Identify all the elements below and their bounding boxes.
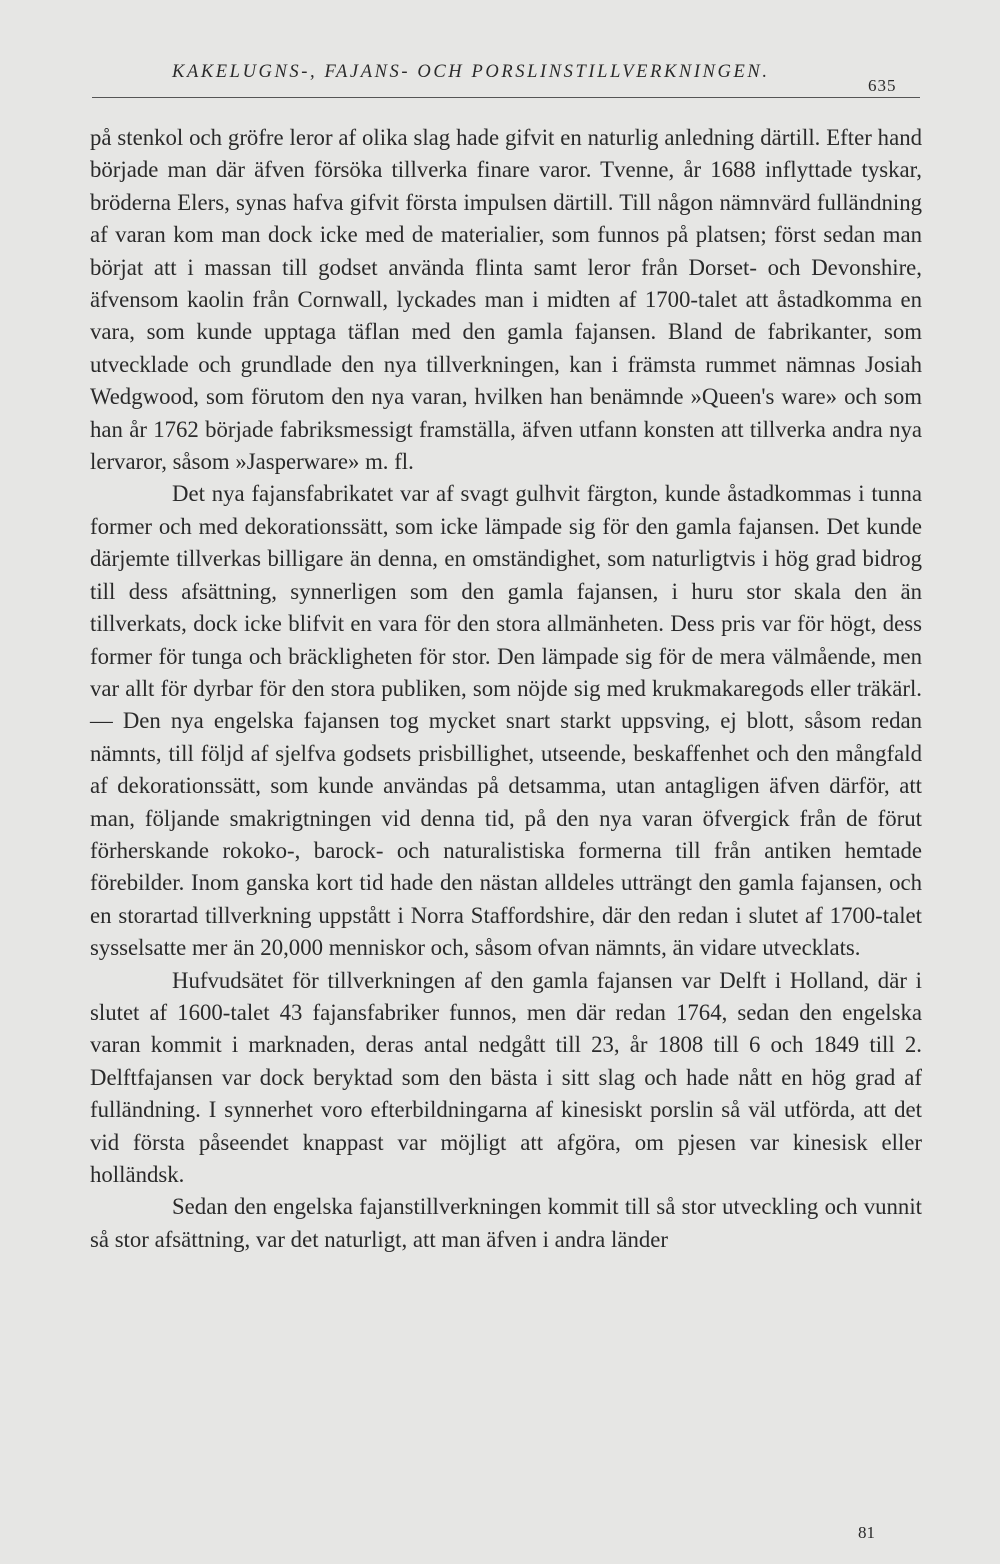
page-number: 635 — [868, 76, 897, 95]
paragraph-2: Det nya fajansfabrikatet var af svagt gulhvit färgton, kunde åstadkommas i tunna former och med dekorationssätt, som icke lämpade sig för den gamla fajansen. Det kunde därjemte tillverkas billigare än denna, en omständighet, som naturligtvis i hög grad bidrog till dess afsättning, synnerligen som den gamla fajansen, i huru stor skala den än tillverkats, dock icke blifvit en vara för den stora allmänheten. Dess pris var för högt, dess former för tunga och bräckligheten för stor. Den lämpade sig för de mera välmående, men var allt för dyrbar för den stora publiken, som nöjde sig med krukmakaregods eller träkärl. — Den nya engelska fajansen tog mycket snart starkt uppsving, ej blott, såsom redan nämnts, till följd af sjelfva godsets prisbillighet, utseende, beskaffenhet och den mångfald af dekorationssätt, som kunde användas på detsamma, utan antagligen äfven därför, att man, följande smakrigtningen vid denna tid, på den nya varan öfvergick från de förut förherskande rokoko-, barock- och naturalistiska formerna till från antiken hemtade förebilder. Inom ganska kort tid hade den nästan alldeles utträngt den gamla fajansen, och en storartad tillverkning uppstått i Norra Staffordshire, där den redan i slutet af 1700-talet sysselsatte mer än 20,000 menniskor och, såsom ofvan nämnts, än vidare utvecklats. — [90, 481, 922, 961]
running-header-title: KAKELUGNS-, FAJANS- OCH PORSLINSTILLVERKNINGEN. — [172, 62, 770, 82]
signature-mark: 81 — [858, 1523, 875, 1542]
paragraph-1: på stenkol och gröfre leror af olika slag hade gifvit en naturlig anledning därtill. Efter hand började man där äfven försöka tillverka finare varor. Tvenne, år 1688 inflyttade tyskar, bröderna Elers, synas hafva gifvit första impulsen därtill. Till någon nämnvärd fulländning af varan kom man dock icke med de materialier, som funnos på platsen; först sedan man börjat att i massan till godset använda flinta samt leror från Dorset- och Devonshire, äfvensom kaolin från Cornwall, lyckades man i midten af 1700-talet att åstadkomma en vara, som kunde upptaga täflan med den gamla fajansen. Bland de fabrikanter, som utvecklade och grundlade den nya tillverkningen, kan i främsta rummet nämnas Josiah Wedgwood, som förutom den nya varan, hvilken han benämnde »Queen's ware» och som han år 1762 började fabriksmessigt framställa, äfven utfann konsten att tillverka andra nya lervaror, såsom »Jasperware» m. fl. — [90, 125, 922, 475]
body-text — [90, 122, 922, 1256]
paragraph-4: Sedan den engelska fajanstillverkningen kommit till så stor utveckling och vunnit så stor afsättning, var det naturligt, att man äfven i andra länder — [90, 1194, 922, 1252]
paragraph-3: Hufvudsätet för tillverkningen af den gamla fajansen var Delft i Holland, där i slutet af 1600-talet 43 fajansfabriker funnos, men där redan 1764, sedan den engelska varan kommit i marknaden, deras antal nedgått till 23, år 1808 till 6 och 1849 till 2. Delftfajansen var dock beryktad som den bästa i sitt slag och hade nått en hög grad af fulländning. I synnerhet voro efterbildningarna af kinesiskt porslin så väl utförda, att det vid första påseendet knappast var möjligt att afgöra, om pjesen var kinesisk eller holländsk. — [90, 967, 922, 1187]
header-rule — [92, 97, 920, 98]
